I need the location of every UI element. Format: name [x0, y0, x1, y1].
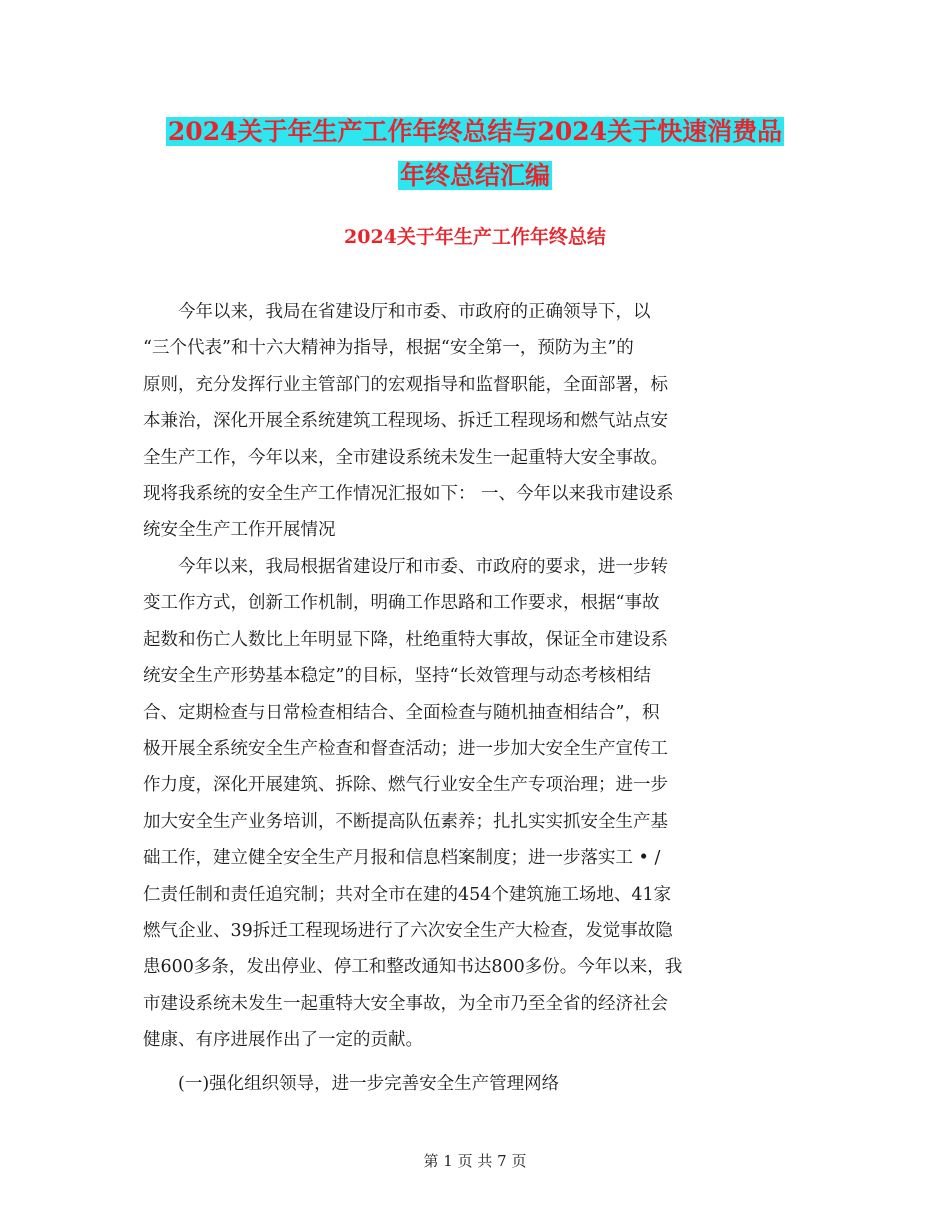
paragraph-line: 作力度，深化开展建筑、拆除、燃气行业安全生产专项治理；进一步 [143, 775, 668, 796]
paragraph-1 [143, 294, 807, 549]
paragraph-line: 合、定期检查与日常检查相结合、全面检查与随机抽查相结合”，积 [143, 702, 660, 723]
paragraph-line: 现将我系统的安全生产工作情况汇报如下： 一、今年以来我市建设系 [143, 484, 674, 505]
document-title-line-1 [0, 110, 950, 154]
paragraph-line: 市建设系统未发生一起重特大安全事故，为全市乃至全省的经济社会 [143, 993, 668, 1014]
paragraph-line: 起数和伤亡人数比上年明显下降，杜绝重特大事故，保证全市建设系 [143, 629, 668, 650]
document-title-line-1-text: 2024关于年生产工作年终总结与2024关于快速消费品 [167, 117, 783, 146]
paragraph-line: 极开展全系统安全生产检查和督查活动；进一步加大安全生产宣传工 [143, 739, 668, 760]
paragraph-line: 今年以来，我局在省建设厅和市委、市政府的正确领导下，以 [143, 302, 651, 322]
paragraph-3 [143, 1066, 807, 1102]
paragraph-line: 仁责任制和责任追究制；共对全市在建的454个建筑施工场地、41家 [143, 884, 672, 905]
paragraph-line: 今年以来，我局根据省建设厅和市委、市政府的要求，进一步转 [143, 557, 668, 577]
document-title-line-2 [0, 154, 950, 198]
paragraph-line: 健康、有序进展作出了一定的贡献。 [143, 1030, 423, 1051]
paragraph-line: 本兼治，深化开展全系统建筑工程现场、拆迁工程现场和燃气站点安 [143, 411, 668, 432]
paragraph-line: 加大安全生产业务培训，不断提高队伍素养；扎扎实实抓安全生产基 [143, 811, 668, 832]
page-footer: 第 1 页 共 7 页 [423, 1152, 527, 1170]
paragraph-line: 变工作方式，创新工作机制，明确工作思路和工作要求，根据“事故 [143, 593, 660, 614]
paragraph-line: 原则，充分发挥行业主管部门的宏观指导和监督职能，全面部署，标 [143, 374, 668, 395]
paragraph-line: 燃气企业、39拆迁工程现场进行了六次安全生产大检查，发觉事故隐 [143, 921, 673, 942]
section-heading: 2024关于年生产工作年终总结 [344, 226, 606, 248]
paragraph-line: 统安全生产工作开展情况 [143, 520, 336, 541]
paragraph-line: 患600多条，发出停业、停工和整改通知书达800多份。今年以来，我 [143, 957, 683, 978]
paragraph-line: 全生产工作，今年以来，全市建设系统未发生一起重特大安全事故。 [143, 447, 668, 468]
paragraph-2 [143, 549, 807, 1059]
paragraph-line: (一)强化组织领导，进一步完善安全生产管理网络 [143, 1074, 560, 1094]
paragraph-line: “三个代表”和十六大精神为指导，根据“安全第一，预防为主”的 [143, 338, 634, 359]
paragraph-line: 础工作，建立健全安全生产月报和信息档案制度；进一步落实工 • / [143, 848, 661, 869]
document-title-line-2-text: 年终总结汇编 [399, 161, 550, 190]
paragraph-line: 统安全生产形势基本稳定”的目标，坚持“长效管理与动态考核相结 [143, 666, 651, 687]
